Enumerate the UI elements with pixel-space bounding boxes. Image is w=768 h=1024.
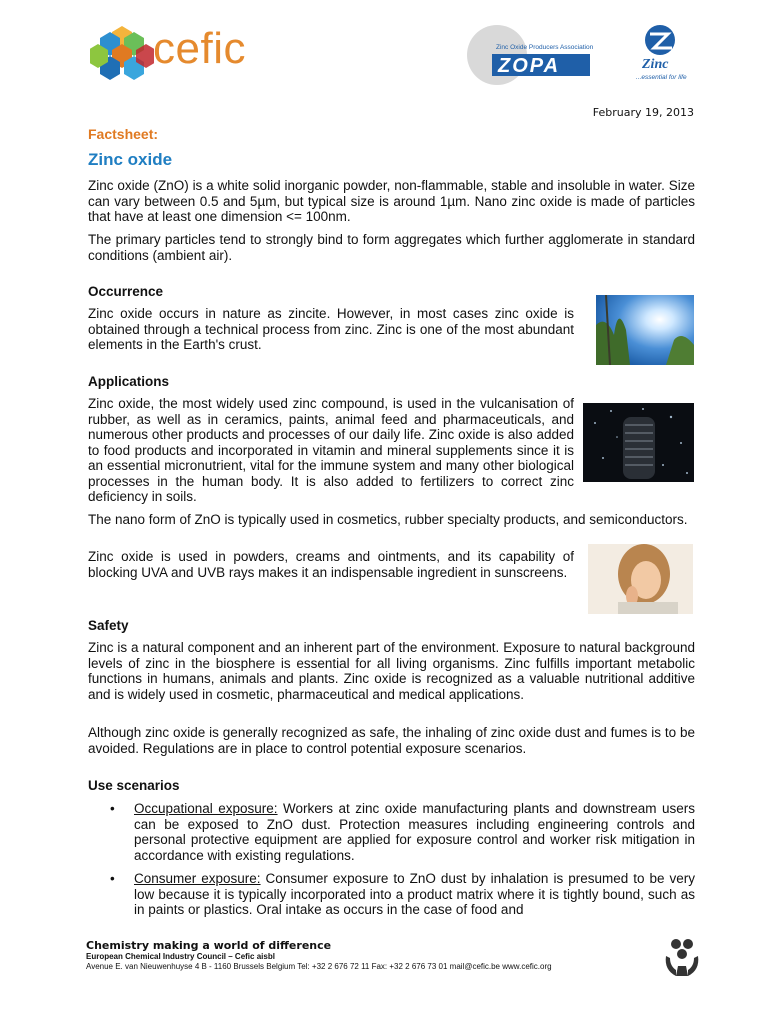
list-item (88, 871, 695, 918)
occurrence-paragraph: Zinc oxide occurs in nature as zincite. However, in most cases zinc oxide is obtained through a technical process from zinc. Zinc is one of the most abundant elements in the Earth's crust. (88, 306, 574, 352)
applications-paragraph-1: Zinc oxide, the most widely used zinc compound, is used in the vulcanisation of rubber, as well as in ceramics, paints, animal feed and pharmaceuticals, and numerous other products and processes of our daily life. Zinc oxide is also added to food products and incorporated in vitamin and mineral supplements since it is an essential micronutrient, vital for the immune system and many other biological processes in the human body. It is also added to fertilizers to correct zinc deficiency in soils. (88, 396, 574, 504)
footer-tagline: Chemistry making a world of difference (86, 939, 332, 952)
sky-photo (596, 295, 694, 365)
cefic-hexagon-icon (90, 22, 154, 82)
zinc-wordmark: Zinc (642, 57, 669, 72)
list-item-text: Consumer exposure to ZnO dust by inhalation is presumed to be very low because it is typically incorporated into a product matrix where it is tightly bound, such as in paints or plastics. Oral intake as occurs in the case of food and (134, 871, 695, 917)
safety-heading: Safety (88, 618, 129, 633)
document-title: Zinc oxide (88, 150, 173, 169)
cefic-logo (90, 22, 280, 84)
tire-photo (583, 403, 694, 482)
list-item-label: Consumer exposure: (134, 871, 261, 886)
bullet-icon: • (110, 801, 115, 816)
applications-paragraph-2: The nano form of ZnO is typically used in cosmetics, rubber specialty products, and semiconductors. (88, 512, 688, 527)
zinc-logo (628, 22, 692, 84)
cefic-wordmark: cefic (153, 24, 246, 73)
document-date: February 19, 2013 (592, 106, 694, 119)
footer-organization: European Chemical Industry Council – Cefic aisbl (86, 952, 275, 961)
safety-paragraph-2: Although zinc oxide is generally recognized as safe, the inhaling of zinc oxide dust and fumes is to be avoided. Regulations are in place to control potential exposure scenarios. (88, 725, 695, 756)
applications-paragraph-3: Zinc oxide is used in powders, creams and ointments, and its capability of blocking UVA and UVB rays makes it an indispensable ingredient in sunscreens. (88, 549, 574, 580)
footer-people-icon (660, 936, 704, 980)
document-type-label: Factsheet: (88, 126, 159, 142)
intro-paragraph-2: The primary particles tend to strongly bind to form aggregates which further agglomerate in standard conditions (ambient air). (88, 232, 695, 263)
zinc-logo-graphic (628, 22, 692, 84)
occurrence-heading: Occurrence (88, 284, 164, 299)
zopa-logo-graphic (466, 24, 594, 86)
applications-heading: Applications (88, 374, 170, 389)
zopa-wordmark: ZOPA (498, 55, 561, 77)
bullet-icon: • (110, 871, 115, 886)
woman-photo (588, 544, 693, 614)
footer-address: Avenue E. van Nieuwenhuyse 4 B - 1160 Brussels Belgium Tel: +32 2 676 72 11 Fax: +32 2 676 73 01 mail@cefic.be www.cefic.org (86, 962, 552, 971)
list-item (88, 801, 695, 863)
zopa-tagline: Zinc Oxide Producers Association (496, 44, 594, 51)
use-scenarios-heading: Use scenarios (88, 778, 180, 793)
list-item-label: Occupational exposure: (134, 801, 278, 816)
intro-paragraph-1: Zinc oxide (ZnO) is a white solid inorganic powder, non-flammable, stable and insoluble in water. Size can vary between 0.5 and 5µm, but typical size is around 1µm. Nano zinc oxide is made of particles that have at least one dimension <= 100nm. (88, 178, 695, 224)
safety-paragraph-1: Zinc is a natural component and an inherent part of the environment. Exposure to natural background levels of zinc in the biosphere is essential for all living organisms. Zinc fulfills important metabolic functions in humans, animals and plants. Zinc oxide is recognized as a valuable nutritional additive and is widely used in cosmetic, pharmaceutical and medical applications. (88, 640, 695, 702)
zinc-tagline: ...essential for life (636, 74, 687, 81)
zopa-logo (466, 24, 594, 86)
list-item-text: Workers at zinc oxide manufacturing plants and downstream users can be exposed to ZnO dust. Protection measures including engineering controls and personal protective equipment are applied for exposure control and worker risk mitigation in accordance with existing regulations. (134, 801, 695, 863)
use-scenarios-list (88, 801, 695, 926)
